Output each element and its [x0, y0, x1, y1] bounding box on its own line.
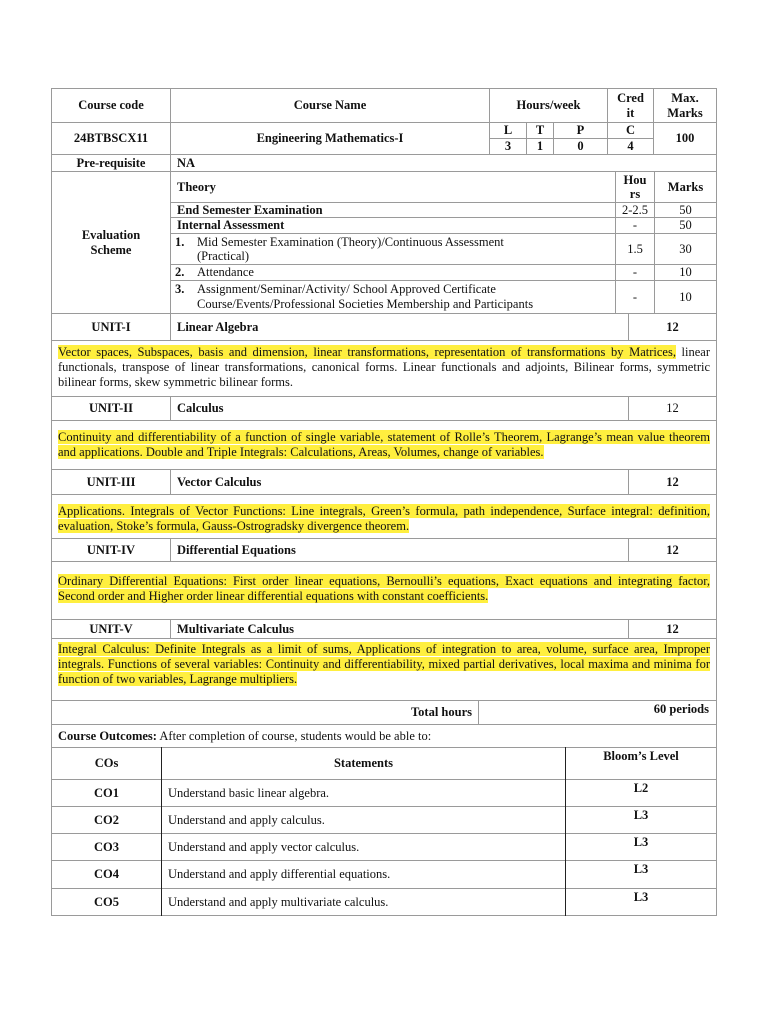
ese-marks: 50 — [679, 202, 692, 217]
total-hours-value: 60 periods — [653, 702, 709, 716]
ia-item-2 — [170, 264, 616, 281]
ia-item-2-marks-cell — [654, 264, 717, 281]
ia-item-2-marks: 10 — [679, 265, 692, 279]
unit-1-title: Linear Algebra — [177, 319, 259, 334]
ltp-t-header — [526, 122, 554, 139]
ese-hours-cell — [615, 202, 655, 218]
co5-cell — [51, 888, 162, 916]
unit-1-hours-cell — [628, 313, 717, 341]
ltp-c-header — [607, 122, 654, 139]
ia-item-1-hours: 1.5 — [627, 241, 643, 256]
max-marks-header-line1: Max. — [671, 90, 699, 105]
co3-statement: Understand and apply vector calculus. — [168, 839, 360, 854]
unit-5-title: Multivariate Calculus — [177, 621, 295, 636]
unit-2-label: UNIT-II — [88, 401, 133, 415]
blooms-header-text: Bloom’s Level — [603, 749, 679, 763]
ia-label: Internal Assessment — [177, 218, 285, 232]
ia-item-1-line2: (Practical) — [197, 249, 250, 263]
unit-5-label-cell — [51, 619, 171, 639]
unit-1-title-cell — [170, 313, 629, 341]
ltp-l-number: 3 — [504, 139, 512, 153]
co2-statement-cell — [161, 806, 566, 834]
unit-2-title-cell — [170, 396, 629, 421]
evaluation-label-line2: Scheme — [90, 242, 132, 257]
unit-3-title: Vector Calculus — [177, 474, 262, 489]
co2-level-cell — [565, 806, 717, 834]
unit-5-title-cell — [170, 619, 629, 639]
unit-3-hours-cell — [628, 469, 717, 495]
outcomes-col-divider-1 — [161, 747, 162, 916]
ltp-l-label: L — [503, 123, 513, 137]
ese-marks-cell — [654, 202, 717, 218]
max-marks-cell — [653, 122, 717, 155]
co2-cell — [51, 806, 162, 834]
statements-header — [161, 747, 566, 780]
co5-level: L3 — [633, 890, 649, 904]
co4-statement-cell — [161, 860, 566, 889]
total-hours-value-cell — [478, 700, 717, 725]
unit-3-hours: 12 — [666, 474, 679, 489]
co3-level-cell — [565, 833, 717, 861]
co3-statement-cell — [161, 833, 566, 861]
unit-4-highlighted-text: Ordinary Differential Equations: First order linear equations, Bernoulli’s equations, Exact equations and integrating factor, Second order and Higher order linear differential equations with constant coefficients. — [58, 574, 710, 603]
marks-col-label: Marks — [667, 179, 704, 194]
co5-label: CO5 — [94, 894, 119, 909]
theory-header — [170, 171, 616, 203]
unit-5-hours: 12 — [666, 621, 679, 636]
unit-4-label: UNIT-IV — [86, 542, 136, 557]
co1-cell — [51, 779, 162, 807]
course-name-header-text: Course Name — [293, 98, 367, 112]
ltp-l-value — [489, 138, 527, 155]
credit-header-line2: it — [626, 105, 635, 120]
ltp-c-value — [607, 138, 654, 155]
unit-1-text: linear functionals, transpose of linear transformations, canonical forms. Linear functionals and adjoints, Bilinear forms, symmetric bilinear forms, skew symmetric bilinear forms. — [58, 345, 710, 389]
co3-cell — [51, 833, 162, 861]
co5-level-cell — [565, 888, 717, 916]
unit-5-hours-cell — [628, 619, 717, 639]
ltp-p-number: 0 — [577, 139, 584, 153]
ia-item-1-marks: 30 — [679, 241, 692, 256]
credit-header-line1: Cred — [617, 90, 644, 105]
co3-level: L3 — [633, 835, 649, 849]
ia-item-1 — [170, 233, 616, 265]
co4-level: L3 — [633, 862, 649, 876]
course-outcomes-intro — [51, 724, 717, 748]
ia-item-3-marks-cell — [654, 280, 717, 314]
ia-item-3-num: 3. — [175, 282, 185, 296]
ia-item-2-hours-cell — [615, 264, 655, 281]
course-name-value: Engineering Mathematics-I — [256, 131, 404, 145]
ia-item-2-line1: Attendance — [197, 265, 254, 279]
unit-3-label-cell — [51, 469, 171, 495]
prereq-value-cell — [170, 154, 717, 172]
unit-4-paragraph — [58, 574, 710, 604]
unit-2-hours: 12 — [666, 401, 679, 415]
co1-level: L2 — [633, 781, 649, 795]
ia-item-1-marks-cell — [654, 233, 717, 265]
ia-item-1-hours-cell — [615, 233, 655, 265]
co4-statement: Understand and apply differential equations. — [168, 867, 391, 881]
max-marks-header — [653, 88, 717, 123]
max-marks-value: 100 — [675, 131, 695, 145]
unit-1-content — [51, 340, 717, 397]
hours-col-line2: rs — [629, 187, 641, 201]
co5-statement: Understand and apply multivariate calculus. — [168, 894, 389, 909]
ese-label-cell — [170, 202, 616, 218]
ltp-t-value — [526, 138, 554, 155]
unit-2-label-cell — [51, 396, 171, 421]
ltp-t-label: T — [535, 123, 545, 137]
course-code-header — [51, 88, 171, 123]
unit-3-content — [51, 494, 717, 539]
ltp-l-header — [489, 122, 527, 139]
total-hours-label: Total hours — [410, 705, 472, 719]
course-outcomes-heading: Course Outcomes: — [58, 728, 157, 743]
theory-label: Theory — [177, 179, 216, 194]
unit-2-title: Calculus — [177, 401, 224, 415]
hours-week-header — [489, 88, 608, 123]
unit-3-highlighted-text: Applications. Integrals of Vector Functions: Line integrals, Green’s formula, path independence, Surface integral: definition, evaluation, Stoke’s formula, Gauss-Ostrogradsky divergence theorem. — [58, 504, 710, 533]
unit-2-hours-cell — [628, 396, 717, 421]
unit-3-title-cell — [170, 469, 629, 495]
co1-statement: Understand basic linear algebra. — [168, 785, 330, 800]
unit-1-paragraph — [58, 345, 710, 390]
ia-item-1-num: 1. — [175, 235, 185, 249]
course-code-header-text: Course code — [78, 98, 144, 112]
unit-5-paragraph — [58, 642, 710, 687]
ia-item-3-line1: Assignment/Seminar/Activity/ School Approved Certificate — [197, 282, 496, 296]
unit-4-content — [51, 561, 717, 620]
unit-5-highlighted-text: Integral Calculus: Definite Integrals as a limit of sums, Applications of integration to area, volume, surface area, Improper integrals. Functions of several variables: Continuity and differentiability, mixed partial derivatives, local maxima and minima for function of two variables, Lagrange multipliers. — [58, 642, 710, 686]
co4-cell — [51, 860, 162, 889]
ltp-t-number: 1 — [536, 139, 544, 153]
unit-1-hours: 12 — [666, 319, 679, 334]
ia-label-cell — [170, 217, 616, 234]
prereq-label-cell — [51, 154, 171, 172]
ia-hours: - — [632, 218, 638, 232]
unit-4-title-cell — [170, 538, 629, 562]
ltp-c-label: C — [625, 123, 636, 137]
ltp-p-value — [553, 138, 608, 155]
co4-label: CO4 — [94, 867, 119, 881]
ia-item-3-marks: 10 — [679, 289, 692, 304]
unit-4-title: Differential Equations — [177, 542, 296, 557]
ltp-c-number: 4 — [627, 139, 634, 153]
hours-week-header-text: Hours/week — [516, 98, 581, 112]
unit-3-paragraph — [58, 504, 710, 534]
co1-level-cell — [565, 779, 717, 807]
unit-2-content — [51, 420, 717, 470]
co3-label: CO3 — [94, 839, 119, 854]
unit-4-hours: 12 — [666, 542, 679, 557]
ltp-p-label: P — [576, 123, 585, 137]
unit-5-content — [51, 638, 717, 701]
co2-label: CO2 — [94, 812, 119, 827]
evaluation-scheme-label — [51, 171, 171, 314]
prereq-label: Pre-requisite — [76, 155, 146, 170]
hours-col-header — [615, 171, 655, 203]
unit-1-label-cell — [51, 313, 171, 341]
unit-2-paragraph — [58, 430, 710, 460]
unit-5-label: UNIT-V — [89, 621, 133, 636]
co1-label: CO1 — [94, 785, 119, 800]
cos-header — [51, 747, 162, 780]
hours-col-line1: Hou — [623, 173, 647, 187]
ia-marks: 50 — [679, 218, 692, 232]
prereq-value: NA — [177, 155, 196, 170]
ltp-p-header — [553, 122, 608, 139]
evaluation-label-line1: Evaluation — [81, 227, 141, 242]
ia-item-3-hours-cell — [615, 280, 655, 314]
marks-col-header — [654, 171, 717, 203]
co1-statement-cell — [161, 779, 566, 807]
unit-4-hours-cell — [628, 538, 717, 562]
ese-label: End Semester Examination — [177, 202, 323, 217]
statements-header-text: Statements — [333, 756, 393, 770]
total-hours-label-cell — [51, 700, 479, 725]
cos-header-text: COs — [94, 756, 119, 770]
unit-1-label: UNIT-I — [91, 319, 131, 334]
ia-item-3-line2: Course/Events/Professional Societies Membership and Participants — [197, 297, 534, 311]
co4-level-cell — [565, 860, 717, 889]
co5-statement-cell — [161, 888, 566, 916]
unit-2-highlighted-text: Continuity and differentiability of a function of single variable, statement of Rolle’s Theorem, Lagrange’s mean value theorem and applications. Double and Triple Integrals: Calculations, Areas, Volumes, change of variables. — [58, 430, 710, 459]
max-marks-header-line2: Marks — [667, 105, 703, 120]
outcomes-col-divider-2 — [565, 747, 566, 916]
course-outcomes-intro-text: After completion of course, students would be able to: — [156, 728, 432, 743]
ia-marks-cell — [654, 217, 717, 234]
course-name-header — [170, 88, 490, 123]
ia-item-2-num: 2. — [175, 265, 185, 279]
co2-level: L3 — [633, 808, 649, 822]
course-code-value: 24BTBSCX11 — [73, 131, 149, 145]
unit-3-label: UNIT-III — [86, 474, 136, 489]
ia-item-3-hours: - — [632, 289, 638, 304]
ia-item-3 — [170, 280, 616, 314]
unit-1-highlighted-text: Vector spaces, Subspaces, basis and dimension, linear transformations, representation of transformations by Matrices, — [58, 345, 676, 359]
unit-4-label-cell — [51, 538, 171, 562]
course-code-cell — [51, 122, 171, 155]
course-name-cell — [170, 122, 490, 155]
credit-header — [607, 88, 654, 123]
ese-hours: 2-2.5 — [621, 202, 649, 217]
ia-hours-cell — [615, 217, 655, 234]
blooms-header — [565, 747, 717, 780]
ia-item-2-hours: - — [632, 265, 638, 279]
co2-statement: Understand and apply calculus. — [168, 812, 325, 827]
ia-item-1-line1: Mid Semester Examination (Theory)/Continuous Assessment — [197, 235, 504, 249]
